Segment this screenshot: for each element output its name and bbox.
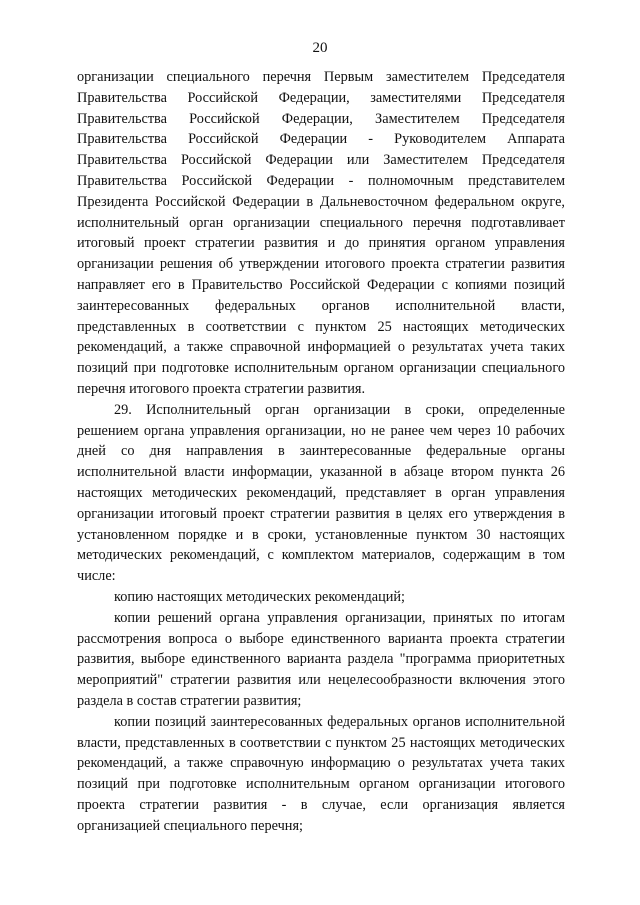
body-text	[77, 67, 565, 836]
paragraph-item-29: 29. Исполнительный орган организации в сроки, определенные решением органа управления организации, но не ранее чем через 10 рабочих дней со дня направления в заинтересованные федеральные органы исполнительной власти информации, указанной в абзаце втором пункта 26 настоящих методических рекомендаций, представляет в орган управления организации итоговый проект стратегии развития в целях его утверждения в установленном порядке и в сроки, установленные пунктом 30 настоящих методических рекомендаций, с комплектом материалов, содержащим в том числе:	[77, 401, 565, 585]
page-number: 20	[312, 40, 328, 56]
paragraph-continuation: организации специального перечня Первым заместителем Председателя Правительства Российской Федерации, заместителями Председателя Правительства Российской Федерации, Заместителем Председателя Правительства Российской Федерации - Руководителем Аппарата Правительства Российской Федерации или Заместителем Председателя Правительства Российской Федерации - полномочным представителем Президента Российской Федерации в Дальневосточном федеральном округе, исполнительный орган организации специального перечня подготавливает итоговый проект стратегии развития и до принятия органом управления организации решения об утверждении итогового проекта стратегии развития направляет его в Правительство Российской Федерации с копиями позиций заинтересованных федеральных органов исполнительной власти, представленных в соответствии с пунктом 25 настоящих методических рекомендаций, а также справочной информацией о результатах учета таких позиций при подготовке исполнительным органом организации специального перечня итогового проекта стратегии развития.	[77, 69, 565, 397]
paragraph-list-item: копию настоящих методических рекомендаций;	[114, 588, 406, 605]
paragraph-list-item: копии решений органа управления организации, принятых по итогам рассмотрения вопроса о выборе единственного варианта проекта стратегии развития, выборе единственного варианта раздела "программа приоритетных мероприятий" стратегии развития или нецелесообразности включения этого раздела в состав стратегии развития;	[77, 609, 565, 709]
paragraph-list-item: копии позиций заинтересованных федеральных органов исполнительной власти, представленных в соответствии с пунктом 25 настоящих методических рекомендаций, а также справочную информацию о результатах учета таких позиций при подготовке исполнительным органом организации итогового проекта стратегии развития - в случае, если организация является организацией специального перечня;	[77, 713, 565, 834]
